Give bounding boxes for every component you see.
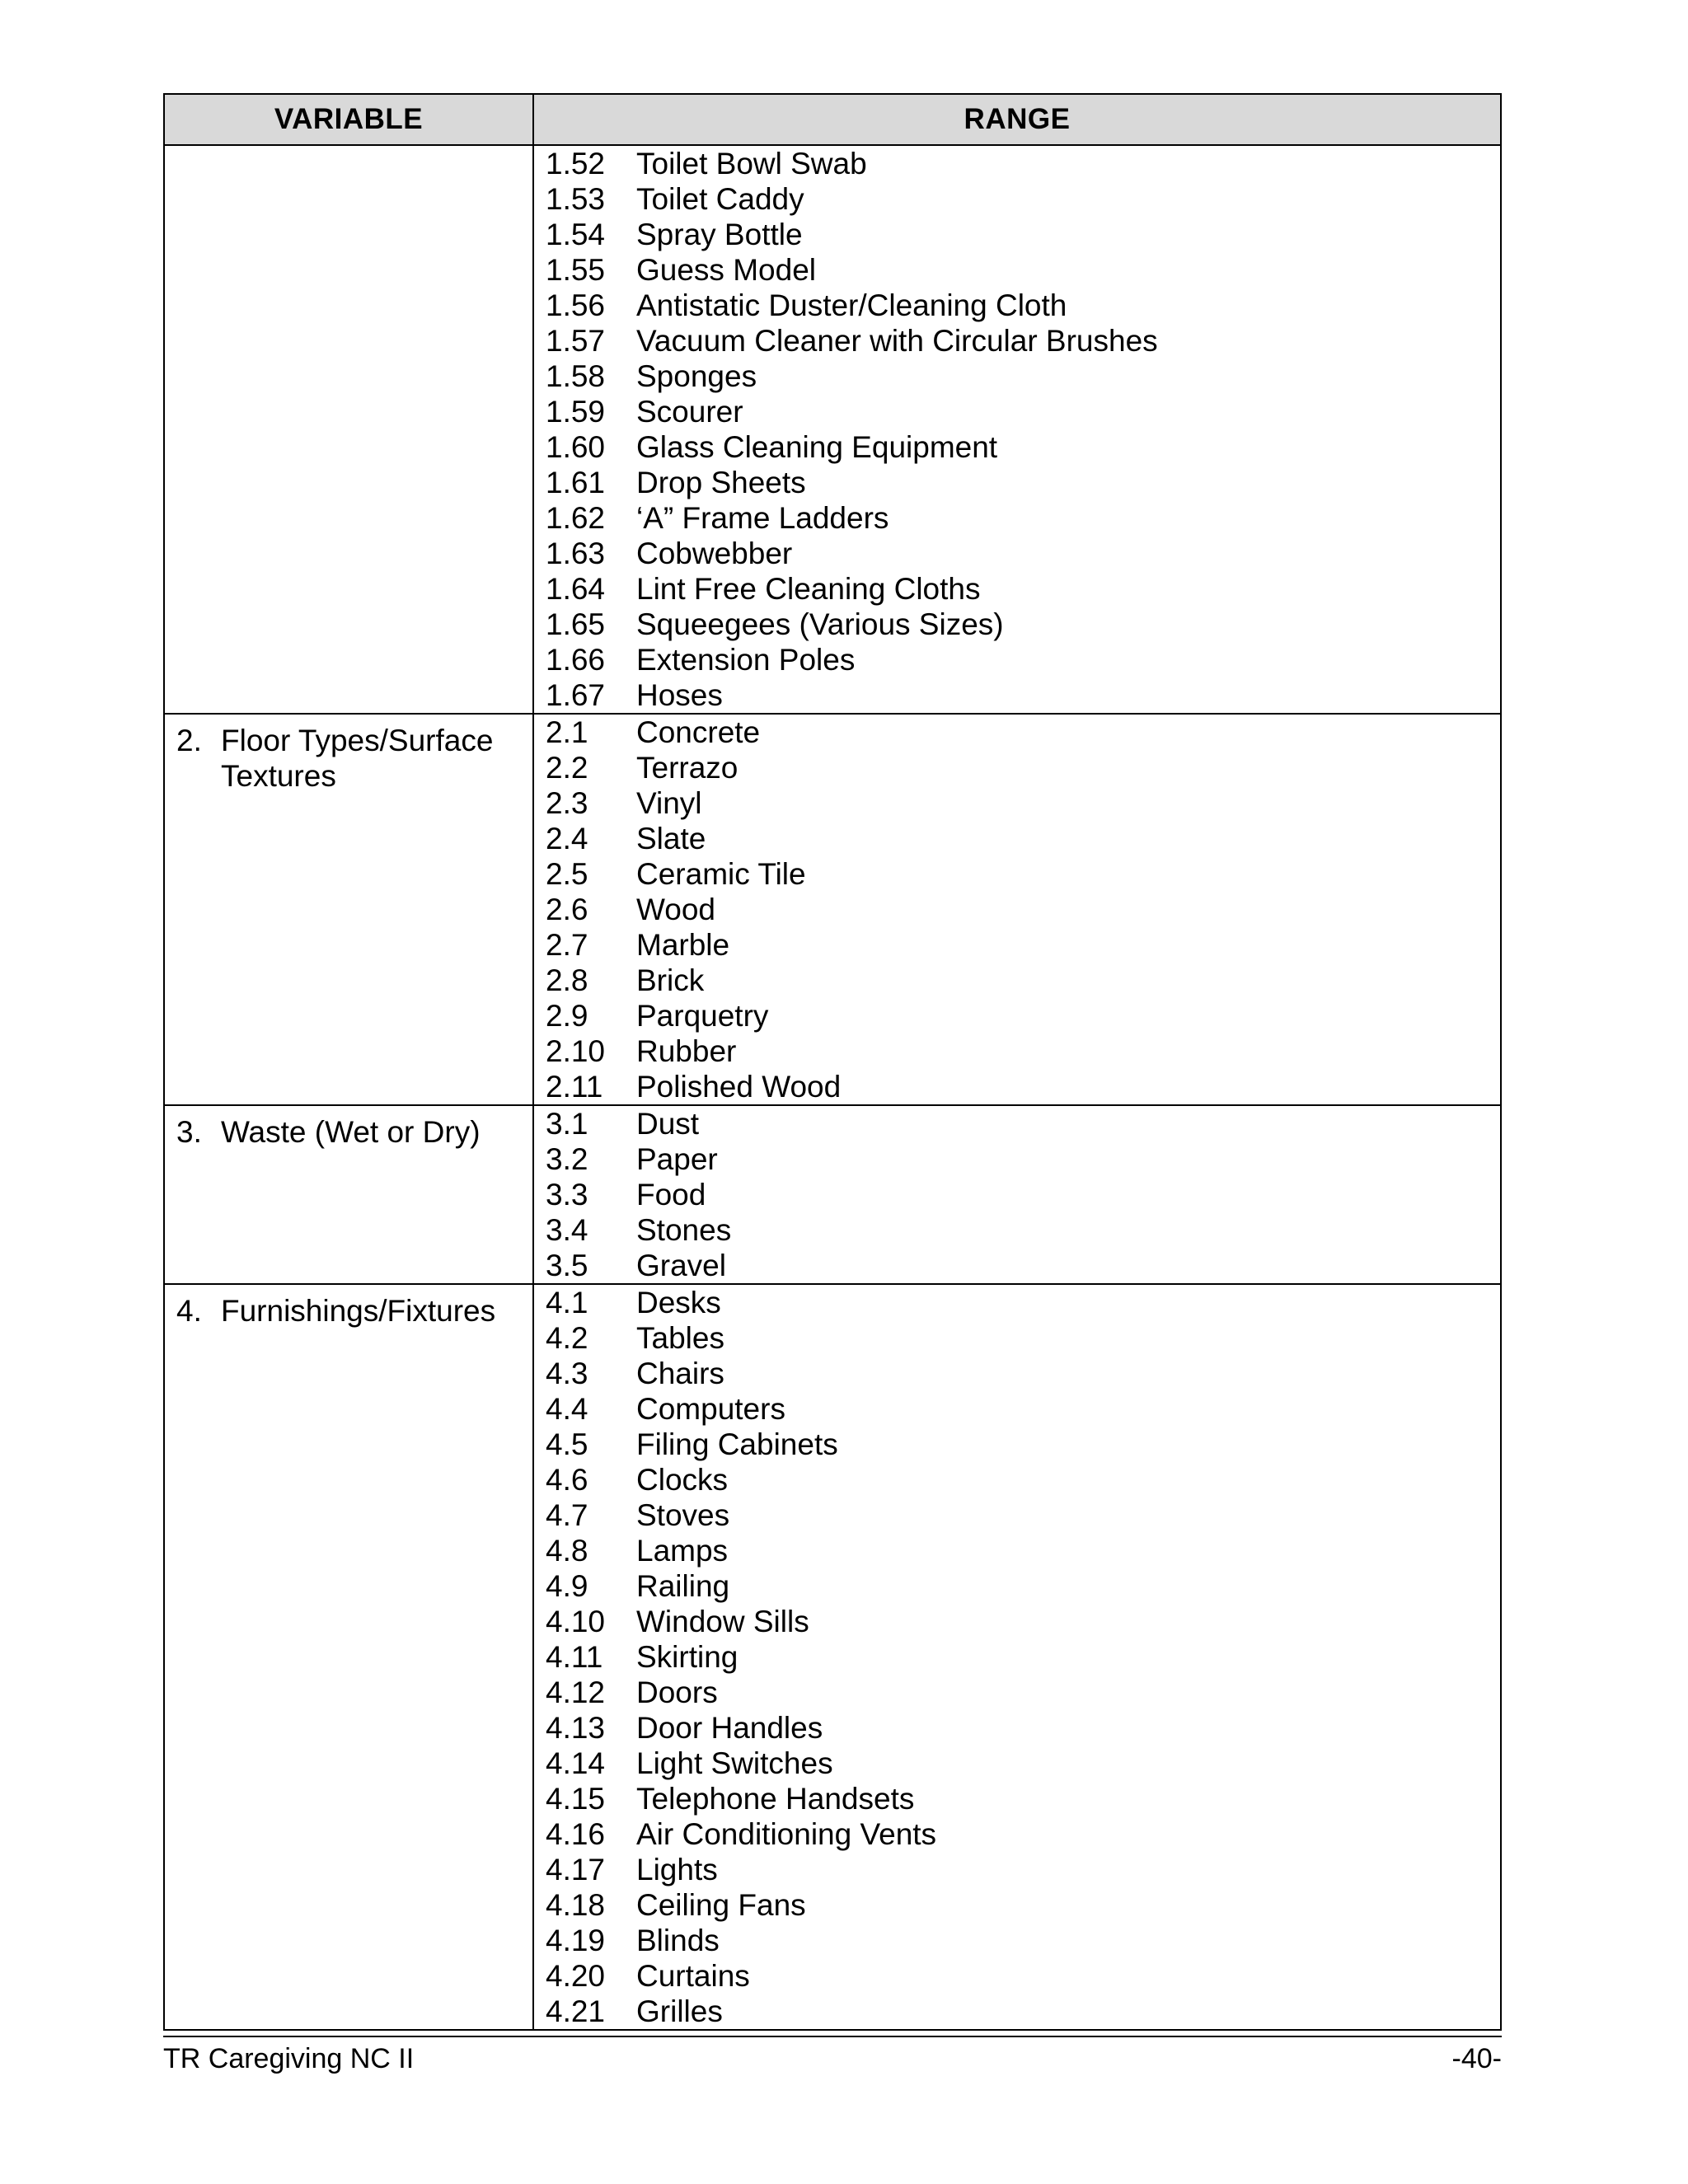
list-item xyxy=(546,1568,1500,1604)
list-item xyxy=(546,1923,1500,1958)
item-label: Concrete xyxy=(636,715,761,749)
item-number: 1.63 xyxy=(546,537,606,570)
item-label: Chairs xyxy=(636,1357,724,1390)
list-item xyxy=(546,1248,1500,1283)
range-cell xyxy=(534,146,1500,713)
list-item xyxy=(546,359,1500,394)
list-item xyxy=(546,1710,1500,1746)
list-item xyxy=(546,963,1500,998)
item-number: 1.54 xyxy=(546,218,606,251)
list-item xyxy=(546,927,1500,963)
item-label: Skirting xyxy=(636,1640,738,1674)
list-item xyxy=(546,1141,1500,1177)
list-item xyxy=(546,1462,1500,1497)
list-item xyxy=(546,750,1500,785)
item-number: 1.59 xyxy=(546,395,606,429)
item-number: 4.1 xyxy=(546,1286,588,1319)
item-number: 4.2 xyxy=(546,1321,588,1355)
page-number: -40- xyxy=(1451,2043,1502,2074)
range-cell xyxy=(534,1106,1500,1283)
item-number: 1.60 xyxy=(546,430,606,464)
item-label: Desks xyxy=(636,1286,721,1319)
item-number: 2.8 xyxy=(546,963,588,997)
list-item xyxy=(546,1320,1500,1356)
item-number: 2.4 xyxy=(546,822,588,855)
item-label: Ceiling Fans xyxy=(636,1888,806,1922)
item-label: Doors xyxy=(636,1675,718,1709)
footer-title: TR Caregiving NC II xyxy=(163,2043,415,2074)
list-item xyxy=(546,1994,1500,2029)
item-label: Squeegees (Various Sizes) xyxy=(636,607,1004,641)
item-label: Light Switches xyxy=(636,1746,833,1780)
list-item xyxy=(546,1427,1500,1462)
item-label: Scourer xyxy=(636,395,743,429)
list-item xyxy=(546,1497,1500,1533)
item-label: Telephone Handsets xyxy=(636,1782,915,1816)
item-number: 1.62 xyxy=(546,501,606,535)
item-label: Dust xyxy=(636,1107,700,1141)
list-item xyxy=(546,1285,1500,1320)
list-item xyxy=(546,323,1500,359)
item-label: Blinds xyxy=(636,1924,720,1957)
item-number: 2.2 xyxy=(546,751,588,785)
item-number: 3.5 xyxy=(546,1249,588,1282)
item-label: Ceramic Tile xyxy=(636,857,806,891)
item-label: Gravel xyxy=(636,1249,726,1282)
list-item xyxy=(546,217,1500,252)
item-number: 4.14 xyxy=(546,1746,606,1780)
item-label: Brick xyxy=(636,963,705,997)
list-item xyxy=(546,1069,1500,1104)
variable-cell xyxy=(165,146,534,713)
list-item xyxy=(546,1177,1500,1212)
item-label: Wood xyxy=(636,893,715,926)
list-item xyxy=(546,1356,1500,1391)
item-label: Spray Bottle xyxy=(636,218,803,251)
item-number: 2.5 xyxy=(546,857,588,891)
variable-cell xyxy=(165,1106,534,1283)
variable-header: VARIABLE xyxy=(165,95,534,144)
table-header xyxy=(165,95,1500,146)
range-table xyxy=(163,93,1502,2031)
item-label: Antistatic Duster/Cleaning Cloth xyxy=(636,288,1067,322)
item-number: 1.57 xyxy=(546,324,606,358)
item-label: Railing xyxy=(636,1569,730,1603)
item-label: Terrazo xyxy=(636,751,738,785)
item-label: Lights xyxy=(636,1853,718,1886)
variable-wrap xyxy=(176,1293,532,1329)
item-number: 4.6 xyxy=(546,1463,588,1497)
list-item xyxy=(546,892,1500,927)
item-label: Glass Cleaning Equipment xyxy=(636,430,998,464)
item-number: 1.66 xyxy=(546,643,606,677)
item-label: Toilet Bowl Swab xyxy=(636,147,867,180)
item-number: 3.2 xyxy=(546,1142,588,1176)
list-item xyxy=(546,821,1500,856)
item-label: Air Conditioning Vents xyxy=(636,1817,937,1851)
item-number: 4.8 xyxy=(546,1534,588,1568)
item-label: Tables xyxy=(636,1321,724,1355)
list-item xyxy=(546,429,1500,465)
item-label: Clocks xyxy=(636,1463,729,1497)
item-label: Curtains xyxy=(636,1959,750,1993)
item-label: Lint Free Cleaning Cloths xyxy=(636,572,981,606)
item-label: Lamps xyxy=(636,1534,729,1568)
item-number: 2.6 xyxy=(546,893,588,926)
item-number: 4.20 xyxy=(546,1959,606,1993)
item-number: 3.3 xyxy=(546,1178,588,1212)
list-item xyxy=(546,1639,1500,1675)
item-label: Drop Sheets xyxy=(636,466,806,499)
list-item xyxy=(546,500,1500,536)
item-label: Cobwebber xyxy=(636,537,793,570)
item-label: Sponges xyxy=(636,359,757,393)
item-number: 1.61 xyxy=(546,466,606,499)
variable-number: 4. xyxy=(176,1294,202,1328)
table-row xyxy=(165,1285,1500,2029)
list-item xyxy=(546,1887,1500,1923)
list-item xyxy=(546,1675,1500,1710)
item-number: 4.3 xyxy=(546,1357,588,1390)
item-number: 2.9 xyxy=(546,999,588,1033)
item-label: Extension Poles xyxy=(636,643,856,677)
variable-cell xyxy=(165,715,534,1104)
variable-wrap xyxy=(176,1114,532,1150)
item-number: 4.17 xyxy=(546,1853,606,1886)
list-item xyxy=(546,181,1500,217)
list-item xyxy=(546,642,1500,677)
item-label: Stones xyxy=(636,1213,732,1247)
range-header: RANGE xyxy=(964,103,1071,135)
item-number: 4.11 xyxy=(546,1640,603,1674)
list-item xyxy=(546,1781,1500,1816)
range-cell xyxy=(534,715,1500,1104)
item-number: 2.3 xyxy=(546,786,588,820)
item-label: Rubber xyxy=(636,1034,737,1068)
item-number: 4.12 xyxy=(546,1675,606,1709)
list-item xyxy=(546,715,1500,750)
list-item xyxy=(546,288,1500,323)
item-number: 2.7 xyxy=(546,928,588,962)
variable-number: 2. xyxy=(176,724,202,757)
list-item xyxy=(546,785,1500,821)
list-item xyxy=(546,146,1500,181)
item-label: Grilles xyxy=(636,1994,723,2028)
item-number: 2.11 xyxy=(546,1070,603,1104)
item-label: ‘A” Frame Ladders xyxy=(636,501,889,535)
variable-text: Waste (Wet or Dry) xyxy=(221,1115,481,1149)
item-number: 4.10 xyxy=(546,1605,606,1638)
item-label: Stoves xyxy=(636,1498,730,1532)
table-row xyxy=(165,1106,1500,1285)
item-label: Parquetry xyxy=(636,999,769,1033)
table-row xyxy=(165,715,1500,1106)
item-number: 4.4 xyxy=(546,1392,588,1426)
item-number: 1.58 xyxy=(546,359,606,393)
item-label: Computers xyxy=(636,1392,785,1426)
item-label: Food xyxy=(636,1178,706,1212)
list-item xyxy=(546,1816,1500,1852)
item-label: Door Handles xyxy=(636,1711,823,1745)
item-number: 4.16 xyxy=(546,1817,606,1851)
item-number: 4.13 xyxy=(546,1711,606,1745)
item-number: 2.10 xyxy=(546,1034,606,1068)
item-label: Filing Cabinets xyxy=(636,1427,838,1461)
range-cell xyxy=(534,1285,1500,2029)
list-item xyxy=(546,1604,1500,1639)
item-number: 3.4 xyxy=(546,1213,588,1247)
item-number: 4.7 xyxy=(546,1498,588,1532)
item-label: Polished Wood xyxy=(636,1070,842,1104)
table-body xyxy=(165,146,1500,2029)
page-footer xyxy=(163,2036,1502,2075)
list-item xyxy=(546,394,1500,429)
item-number: 1.65 xyxy=(546,607,606,641)
item-label: Guess Model xyxy=(636,253,816,287)
table-row xyxy=(165,146,1500,715)
item-label: Window Sills xyxy=(636,1605,809,1638)
item-number: 4.18 xyxy=(546,1888,606,1922)
item-number: 1.52 xyxy=(546,147,606,180)
list-item xyxy=(546,856,1500,892)
list-item xyxy=(546,252,1500,288)
variable-cell xyxy=(165,1285,534,2029)
item-number: 4.9 xyxy=(546,1569,588,1603)
list-item xyxy=(546,1958,1500,1994)
item-number: 2.1 xyxy=(546,715,588,749)
variable-text: Furnishings/Fixtures xyxy=(221,1294,496,1328)
item-label: Slate xyxy=(636,822,706,855)
item-label: Paper xyxy=(636,1142,718,1176)
list-item xyxy=(546,536,1500,571)
list-item xyxy=(546,998,1500,1033)
item-label: Hoses xyxy=(636,678,723,712)
list-item xyxy=(546,607,1500,642)
variable-number: 3. xyxy=(176,1115,202,1149)
item-label: Toilet Caddy xyxy=(636,182,804,216)
item-number: 1.53 xyxy=(546,182,606,216)
item-number: 1.55 xyxy=(546,253,606,287)
list-item xyxy=(546,677,1500,713)
item-number: 4.21 xyxy=(546,1994,606,2028)
item-number: 1.67 xyxy=(546,678,606,712)
list-item xyxy=(546,1533,1500,1568)
list-item xyxy=(546,1212,1500,1248)
variable-wrap xyxy=(176,723,532,794)
list-item xyxy=(546,465,1500,500)
item-label: Vinyl xyxy=(636,786,702,820)
item-number: 3.1 xyxy=(546,1107,588,1141)
list-item xyxy=(546,1391,1500,1427)
list-item xyxy=(546,1852,1500,1887)
list-item xyxy=(546,1106,1500,1141)
list-item xyxy=(546,1746,1500,1781)
item-number: 4.19 xyxy=(546,1924,606,1957)
item-number: 4.5 xyxy=(546,1427,588,1461)
item-number: 1.64 xyxy=(546,572,606,606)
variable-text: Floor Types/Surface Textures xyxy=(221,724,494,793)
list-item xyxy=(546,1033,1500,1069)
list-item xyxy=(546,571,1500,607)
item-number: 1.56 xyxy=(546,288,606,322)
item-label: Marble xyxy=(636,928,730,962)
item-label: Vacuum Cleaner with Circular Brushes xyxy=(636,324,1158,358)
item-number: 4.15 xyxy=(546,1782,606,1816)
